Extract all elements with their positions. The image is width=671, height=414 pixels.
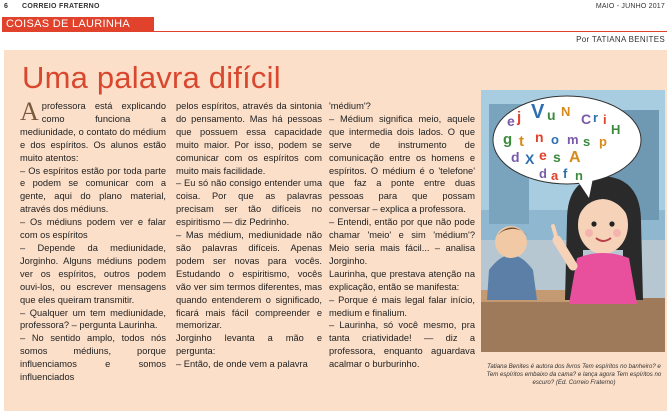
bubble-letter: X	[525, 151, 535, 167]
paragraph: – Laurinha, só você mesmo, pra tanta criatividade! — diz a professora, enquanto aguardava acalmar o burburinho.	[329, 320, 475, 370]
paragraph: – Os médiuns podem ver e falar com os espíritos	[20, 217, 166, 241]
bubble-letter: s	[583, 134, 591, 149]
page-header	[0, 0, 671, 14]
bubble-letter: N	[561, 104, 571, 119]
illustration-caption: Tatiana Benites é autora dos livros Tem espíritos no banheiro? e Tem espíritos embaixo da cama? e lança agora Tem espíritos no escuro? (Ed. Correio Fraterno)	[486, 363, 662, 386]
bubble-letter: d	[539, 166, 547, 181]
bubble-letter: V	[531, 101, 545, 123]
article-column-1	[20, 97, 166, 384]
article-column-3	[329, 100, 475, 371]
classroom-illustration	[481, 90, 665, 352]
paragraph: – Entendi, então por que não pode chamar 'meio' e sim 'médium'? Meio seria mais fácil... – analisa Jorginho.	[329, 217, 475, 266]
paragraph: – Porque é mais legal falar início, medium e finalium.	[329, 294, 475, 318]
bubble-letter: A	[569, 149, 581, 166]
bubble-letter: n	[535, 129, 544, 145]
issue-date: MAIO - JUNHO 2017	[595, 3, 665, 10]
bubble-letter: e	[539, 147, 547, 163]
bubble-letter: r	[593, 110, 599, 125]
paragraph-text: professora está explicando como funciona a mediunidade, o contato do médium e dos espíritos. Os alunos estão muito atentos:	[20, 101, 166, 163]
article-title: Uma palavra difícil	[22, 60, 281, 95]
bubble-letter: p	[599, 134, 607, 149]
paragraph: – Médium significa meio, aquele que intermedia dois lados. O que serve de instrumento de comunicação entre os homens e espíritos. O médium é o 'telefone' que faz a ponte entre duas pessoas para que possam conversar – explica a professora.	[329, 113, 475, 215]
paragraph: – Eu só não consigo entender uma coisa. Por que as palavras precisam ser tão difíceis no espiritismo — diz Pedrinho.	[176, 178, 322, 228]
bubble-letter: a	[551, 168, 559, 183]
paragraph: – Qualquer um tem mediunidade, professora? – pergunta Laurinha.	[20, 307, 166, 331]
paragraph: – Mas médium, mediunidade não são palavras difíceis. Apenas podem ser novas para vocês. Estudando o espiritismo, vocês vão ver sim termos diferentes, mas quando entenderem o significado, ficará mais fácil compreender e memorizar.	[176, 230, 322, 331]
bubble-letter: C	[581, 111, 592, 127]
bubble-letter: H	[611, 122, 621, 137]
bubble-letter: j	[517, 109, 522, 126]
drop-cap: A	[20, 97, 39, 126]
page-number: 6	[4, 3, 8, 10]
bubble-letter: d	[511, 149, 520, 165]
bubble-letter: t	[519, 133, 524, 150]
paragraph: – Então, de onde vem a palavra	[176, 359, 308, 370]
bubble-letter: i	[603, 112, 607, 127]
paragraph: – Os espíritos estão por toda parte e podem se comunicar com a gente, aqui do plano material, através dos médiuns.	[20, 165, 166, 215]
bubble-letter: e	[507, 113, 515, 129]
author-byline: Por TATIANA BENITES	[576, 35, 665, 44]
paragraph: Laurinha, que prestava atenção na explicação, então se manifesta:	[329, 268, 475, 292]
bubble-letter: m	[567, 132, 579, 147]
publication-name: CORREIO FRATERNO	[22, 3, 100, 10]
paragraph: – No sentido amplo, todos nós somos médiuns, porque influenciamos e somos influenciados	[20, 333, 166, 383]
article-column-2	[176, 100, 322, 371]
paragraph	[20, 97, 166, 165]
bubble-letter: u	[547, 107, 556, 123]
paragraph: pelos espíritos, através da sintonia do pensamento. Mas há pessoas que possuem essa capacidade muito maior. Por isso, podem se comunicar com os espíritos com muito mais facilidade.	[176, 101, 322, 176]
paragraph: Jorginho levanta a mão e pergunta:	[176, 333, 322, 357]
section-title: COISAS DE LAURINHA	[2, 17, 154, 32]
paragraph: – Depende da mediunidade, Jorginho. Alguns médiuns podem ver os espíritos, outros podem ouvi-los, ou escrever mensagens que eles queiram transmitir.	[20, 242, 166, 305]
bubble-letter: n	[575, 168, 583, 183]
bubble-letter: f	[563, 166, 568, 181]
bubble-letter: o	[551, 132, 559, 147]
paragraph: 'médium'?	[329, 101, 371, 111]
section-rule	[152, 31, 667, 32]
bubble-letter: g	[503, 131, 513, 148]
bubble-letter: s	[553, 149, 561, 165]
